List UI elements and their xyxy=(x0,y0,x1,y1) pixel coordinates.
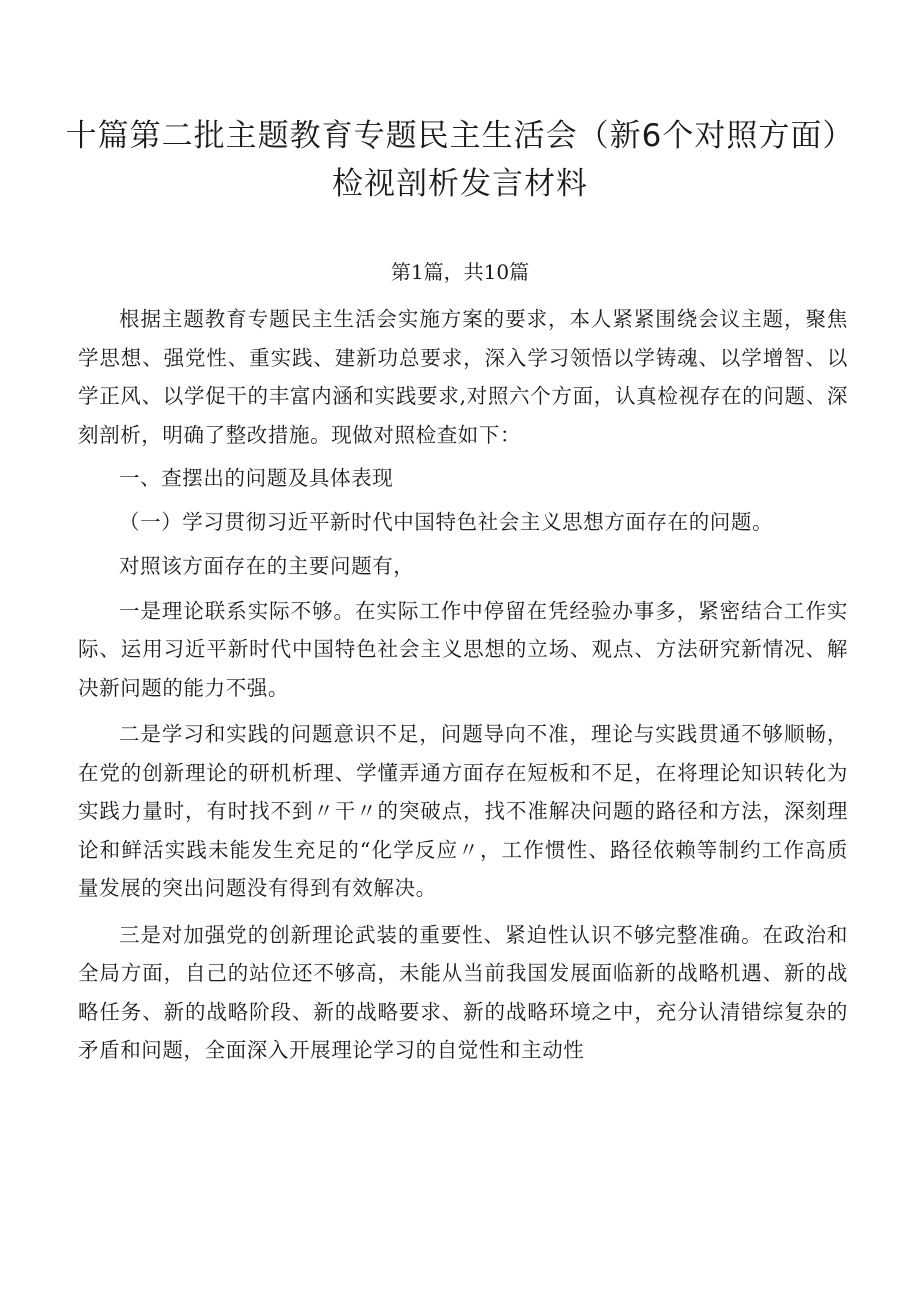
paragraph-problem-2: 二是学习和实践的问题意识不足，问题导向不准，理论与实践贯通不够顺畅，在党的创新理论的研机析理、学懂弄通方面存在短板和不足，在将理论知识转化为实践力量时，有时找不到〃干〃的突破点，找不准解决问题的路径和方法，深刻理论和鲜活实践未能发生充足的“化学反应〃，工作惯性、路径依赖等制约工作高质量发展的突出问题没有得到有效解决。 xyxy=(78,722,848,900)
paragraph-intro: 根据主题教育专题民主生活会实施方案的要求，本人紧紧围绕会议主题，聚焦学思想、强党性、重实践、建新功总要求，深入学习领悟以学铸魂、以学增智、以学正风、以学促干的丰富内涵和实践要求,对照六个方面，认真检视存在的问题、深刻剖析，明确了整改措施。现做对照检查如下： xyxy=(78,307,848,447)
section-heading-1: 一、查摆出的问题及具体表现 xyxy=(119,466,394,490)
document-body xyxy=(78,300,848,1070)
part-label: 第1篇，共10篇 xyxy=(390,260,530,284)
paragraph-problem-1: 一是理论联系实际不够。在实际工作中停留在凭经验办事多，紧密结合工作实际、运用习近平新时代中国特色社会主义思想的立场、观点、方法研究新情况、解决新问题的能力不强。 xyxy=(78,598,848,700)
document-title: 十篇第二批主题教育专题民主生活会（新6个对照方面）检视剖析发言材料 xyxy=(65,118,855,202)
paragraph-problem-3: 三是对加强党的创新理论武装的重要性、紧迫性认识不够完整准确。在政治和全局方面，自己的站位还不够高，未能从当前我国发展面临新的战略机遇、新的战略任务、新的战略阶段、新的战略要求、新的战略环境之中，充分认清错综复杂的矛盾和问题，全面深入开展理论学习的自觉性和主动性 xyxy=(78,922,848,1062)
paragraph-lead: 对照该方面存在的主要问题有， xyxy=(119,554,415,578)
subsection-heading-1: （一）学习贯彻习近平新时代中国特色社会主义思想方面存在的问题。 xyxy=(119,509,774,534)
